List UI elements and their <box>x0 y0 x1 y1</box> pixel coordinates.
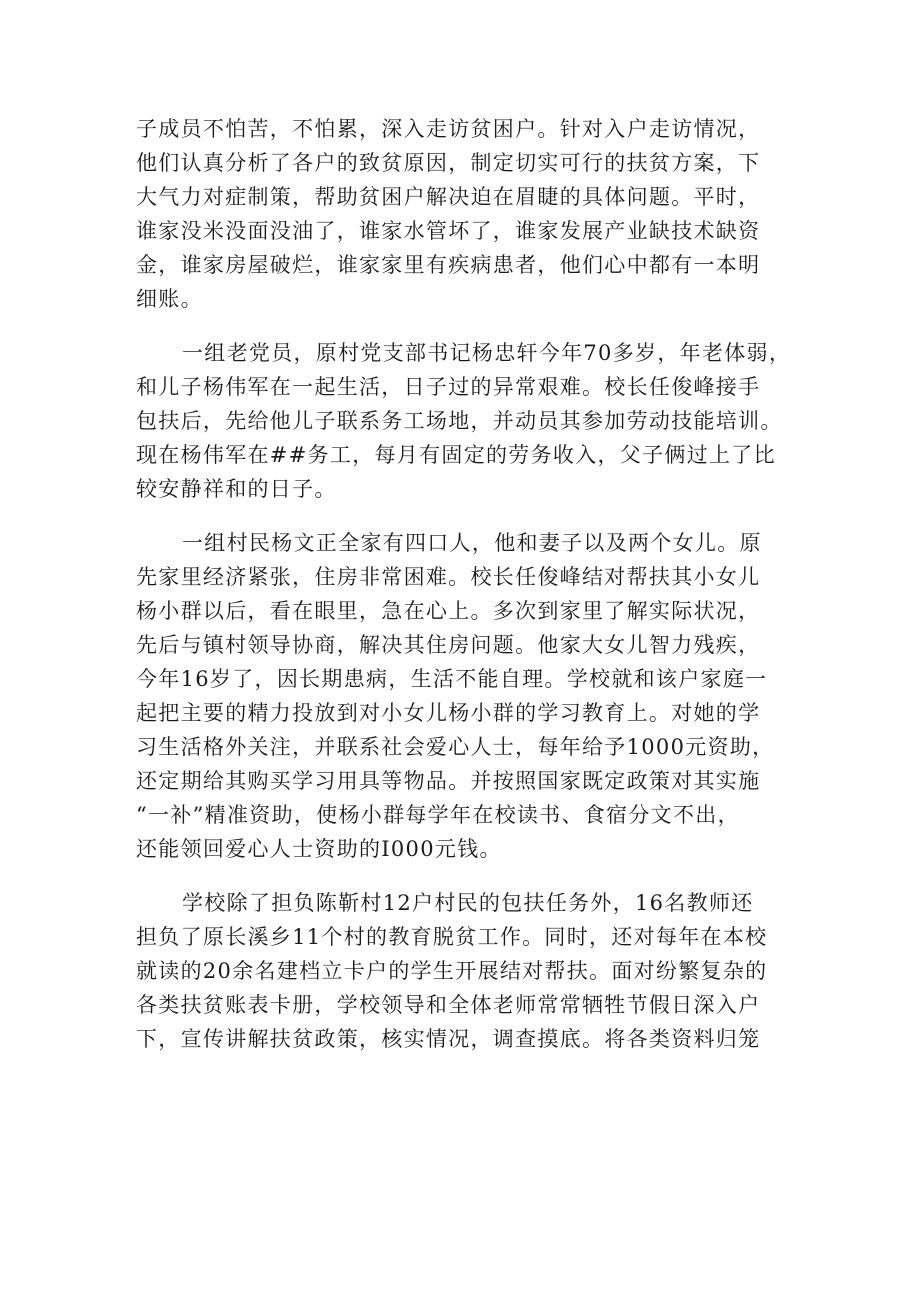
text-line: 起把主要的精力投放到对小女儿杨小群的学习教育上。对她的学 <box>136 701 761 725</box>
text-line: 和儿子杨伟军在一起生活，日子过的异常艰难。校长任俊峰接手 <box>136 375 761 399</box>
text-line: 学校除了担负陈靳村12户村民的包扶任务外，16名教师还 <box>182 891 754 915</box>
text-line: 就读的20余名建档立卡户的学生开展结对帮扶。面对纷繁复杂的 <box>136 959 768 983</box>
text-line: 还能领回爱心人士资助的I000元钱。 <box>136 837 502 861</box>
paragraph-3 <box>136 526 796 866</box>
text-line: 包扶后，先给他儿子联系务工场地，并动员其参加劳动技能培训。 <box>136 409 783 433</box>
text-line: 谁家没米没面没油了，谁家水管坏了，谁家发展产业缺技术缺资 <box>136 219 761 243</box>
text-line: 先后与镇村领导协商，解决其住房问题。他家大女儿智力残疾， <box>136 633 761 657</box>
text-line: 下，宣传讲解扶贫政策，核实情况，调查摸底。将各类资料归笼 <box>136 1027 761 1051</box>
text-line: 他们认真分析了各户的致贫原因，制定切实可行的扶贫方案，下 <box>136 151 761 175</box>
document-body <box>136 112 796 1076</box>
text-line: 先家里经济紧张，住房非常困难。校长任俊峰结对帮扶其小女儿 <box>136 565 761 589</box>
text-line: 一组老党员，原村党支部书记杨忠轩今年70多岁，年老体弱， <box>182 341 792 365</box>
text-line: 杨小群以后，看在眼里，急在心上。多次到家里了解实际状况， <box>136 599 761 623</box>
text-line: 金，谁家房屋破烂，谁家家里有疾病患者，他们心中都有一本明 <box>136 253 761 277</box>
paragraph-4 <box>136 886 796 1056</box>
text-line: 各类扶贫账表卡册，学校领导和全体老师常常牺牲节假日深入户 <box>136 993 761 1017</box>
text-line: 还定期给其购买学习用具等物品。并按照国家既定政策对其实施 <box>136 769 761 793</box>
text-line: 大气力对症制策，帮助贫困户解决迫在眉睫的具体问题。平时， <box>136 185 761 209</box>
paragraph-1 <box>136 112 796 316</box>
text-line: 习生活格外关注，并联系社会爱心人士，每年给予1000元资助， <box>136 735 775 759</box>
text-line: 现在杨伟军在##务工，每月有固定的劳务收入，父子俩过上了比 <box>136 443 776 467</box>
text-line: 子成员不怕苦，不怕累，深入走访贫困户。针对入户走访情况， <box>136 117 761 141</box>
text-line: 较安静祥和的日子。 <box>136 477 337 501</box>
text-line: 担负了原长溪乡11个村的教育脱贫工作。同时，还对每年在本校 <box>136 925 768 949</box>
paragraph-2 <box>136 336 796 506</box>
text-line: 细账。 <box>136 287 203 311</box>
text-line: 一组村民杨文正全家有四口人，他和妻子以及两个女儿。原 <box>182 531 762 555</box>
text-line: “一补”精准资助，使杨小群每学年在校读书、食宿分文不出， <box>136 803 740 827</box>
text-line: 今年16岁了，因长期患病，生活不能自理。学校就和该户家庭一 <box>136 667 768 691</box>
